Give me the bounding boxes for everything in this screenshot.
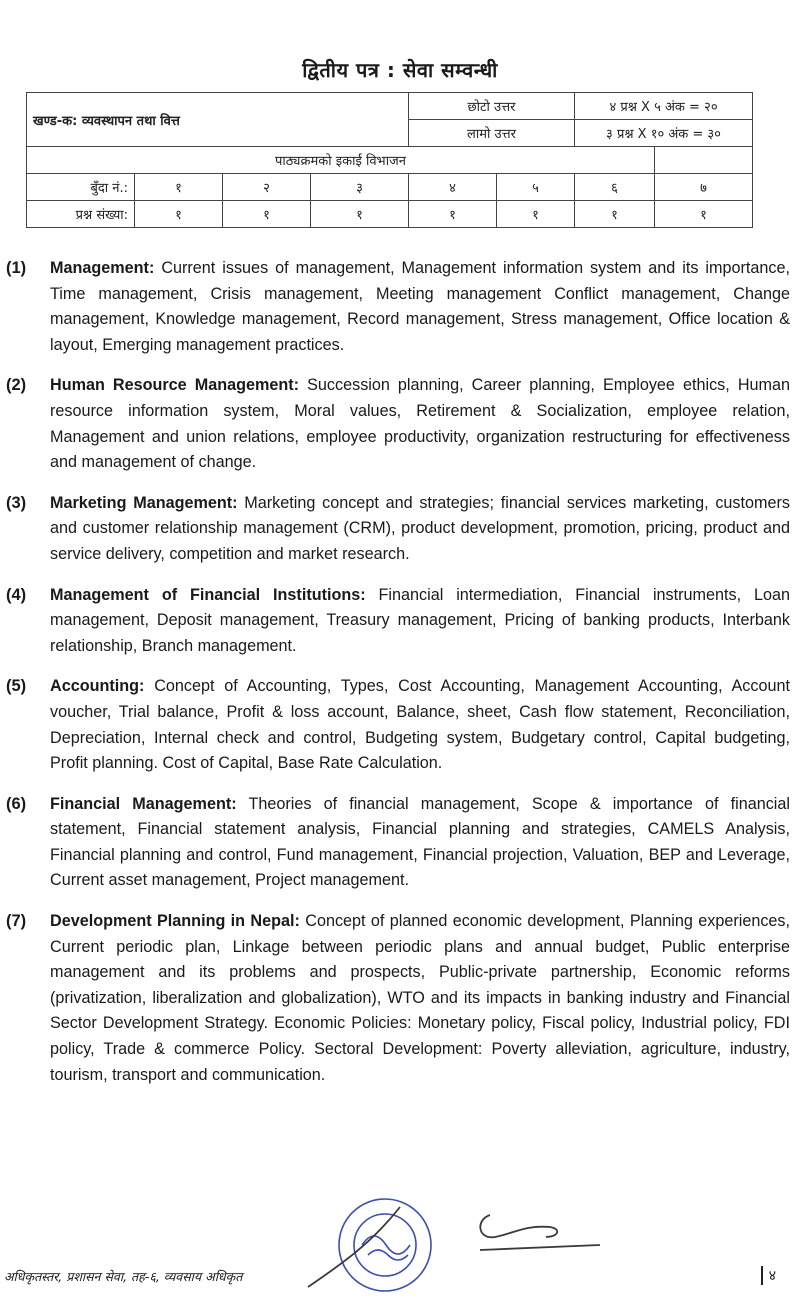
- topic-number: (3): [6, 493, 27, 512]
- topic-heading: Accounting:: [50, 677, 145, 696]
- table-row: [27, 147, 753, 174]
- topic-text: Concept of Accounting, Types, Cost Accounting, Management Accounting, Account voucher, Trial balance, Profit & loss account, Balance, sheet, Cash flow statement, Reconciliation, Depreciation, Internal check and control, Budgeting system, Budgetary control, Capital budgeting, Profit planning. Cost of Capital, Base Rate Calculation.: [50, 677, 790, 773]
- topic-number: (5): [6, 677, 27, 696]
- topic-item: [6, 583, 790, 660]
- count-cell: १: [311, 201, 409, 228]
- unit-cell: ४: [409, 174, 497, 201]
- count-cell: १: [575, 201, 655, 228]
- syllabus-table: [26, 92, 753, 228]
- unit-cell: ५: [497, 174, 575, 201]
- count-cell: १: [135, 201, 223, 228]
- section-title: खण्ड-क: व्यवस्थापन तथा वित्त: [27, 93, 409, 147]
- unit-row-label: बुँदा नं.:: [27, 174, 135, 201]
- unit-cell: २: [223, 174, 311, 201]
- topic-item: [6, 256, 790, 358]
- long-answer-marks: ३ प्रश्न X १० अंक = ३०: [575, 120, 753, 147]
- topic-heading: Human Resource Management:: [50, 376, 300, 395]
- page-footer: [4, 1268, 796, 1292]
- topic-item: [6, 792, 790, 894]
- count-cell: १: [409, 201, 497, 228]
- topic-heading: Financial Management:: [50, 794, 237, 813]
- topic-item: [6, 909, 790, 1088]
- topic-list: [6, 256, 790, 1103]
- long-answer-label: लामो उत्तर: [409, 120, 575, 147]
- page-title: द्वितीय पत्र : सेवा सम्वन्धी: [302, 58, 498, 82]
- count-cell: १: [655, 201, 753, 228]
- empty-cell: [655, 147, 753, 174]
- count-cell: १: [497, 201, 575, 228]
- table-row: [27, 174, 753, 201]
- topic-text: Concept of planned economic development, Planning experiences, Current periodic plan, Linkage between periodic plans and annual budget, Public enterprise management and its problems and prospects, Public-private partnership, Economic reforms (privatization, liberalization and globalization), WTO and its impacts in banking industry and Financial Sector Development Strategy. Economic Policies: Monetary policy, Fiscal policy, Industrial policy, FDI policy, Trade & commerce Policy. Sectoral Development: Poverty alleviation, agriculture, industry, tourism, transport and communication.: [50, 912, 791, 1084]
- topic-number: (2): [6, 376, 27, 395]
- table-row: [27, 201, 753, 228]
- count-cell: १: [223, 201, 311, 228]
- topic-item: [6, 491, 790, 568]
- topic-number: (1): [6, 259, 27, 277]
- count-row-label: प्रश्न संख्या:: [27, 201, 135, 228]
- topic-text: Theories of financial management, Scope & importance of financial statement, Financial statement analysis, Financial planning and strategies, CAMELS Analysis, Financial planning and control, Fund management, Financial projection, Valuation, BEP and Leverage, Current asset management, Project management.: [50, 794, 790, 890]
- topic-heading: Development Planning in Nepal:: [50, 912, 300, 931]
- topic-number: (7): [6, 912, 27, 931]
- topic-text: Marketing concept and strategies; financial services marketing, customers and customer relationship management (CRM), product development, promotion, pricing, product and service delivery, competition and market research.: [50, 493, 790, 563]
- unit-cell: ६: [575, 174, 655, 201]
- topic-heading: Marketing Management:: [50, 493, 238, 512]
- topic-text: Current issues of management, Management information system and its importance, Time management, Crisis management, Meeting management Conflict management, Change management, Knowledge management, Record management, Stress management, Office location & layout, Emerging management practices.: [50, 259, 791, 354]
- topic-text: Succession planning, Career planning, Employee ethics, Human resource information system, Moral values, Retirement & Socialization, employee relation, Management and union relations, employee productivity, organization restructuring for effectiveness and management of change.: [50, 376, 790, 472]
- topic-item: [6, 674, 790, 776]
- unit-cell: ३: [311, 174, 409, 201]
- table-row: [27, 93, 753, 120]
- topic-item: [6, 373, 790, 475]
- topic-heading: Management:: [50, 259, 155, 277]
- page-number: ४: [761, 1266, 776, 1285]
- short-answer-marks: ४ प्रश्न X ५ अंक = २०: [575, 93, 753, 120]
- unit-cell: ७: [655, 174, 753, 201]
- topic-heading: Management of Financial Institutions:: [50, 585, 366, 604]
- topic-text: Financial intermediation, Financial instruments, Loan management, Deposit management, Treasury management, Pricing of banking products, Interbank relationship, Branch management.: [50, 585, 790, 655]
- topic-number: (4): [6, 585, 27, 604]
- unit-cell: १: [135, 174, 223, 201]
- topic-number: (6): [6, 794, 27, 813]
- unit-breakdown-title: पाठ्यक्रमको इकाई विभाजन: [27, 147, 655, 174]
- short-answer-label: छोटो उत्तर: [409, 93, 575, 120]
- footer-text: अधिकृतस्तर, प्रशासन सेवा, तह-६, व्यवसाय अधिकृत: [4, 1269, 243, 1284]
